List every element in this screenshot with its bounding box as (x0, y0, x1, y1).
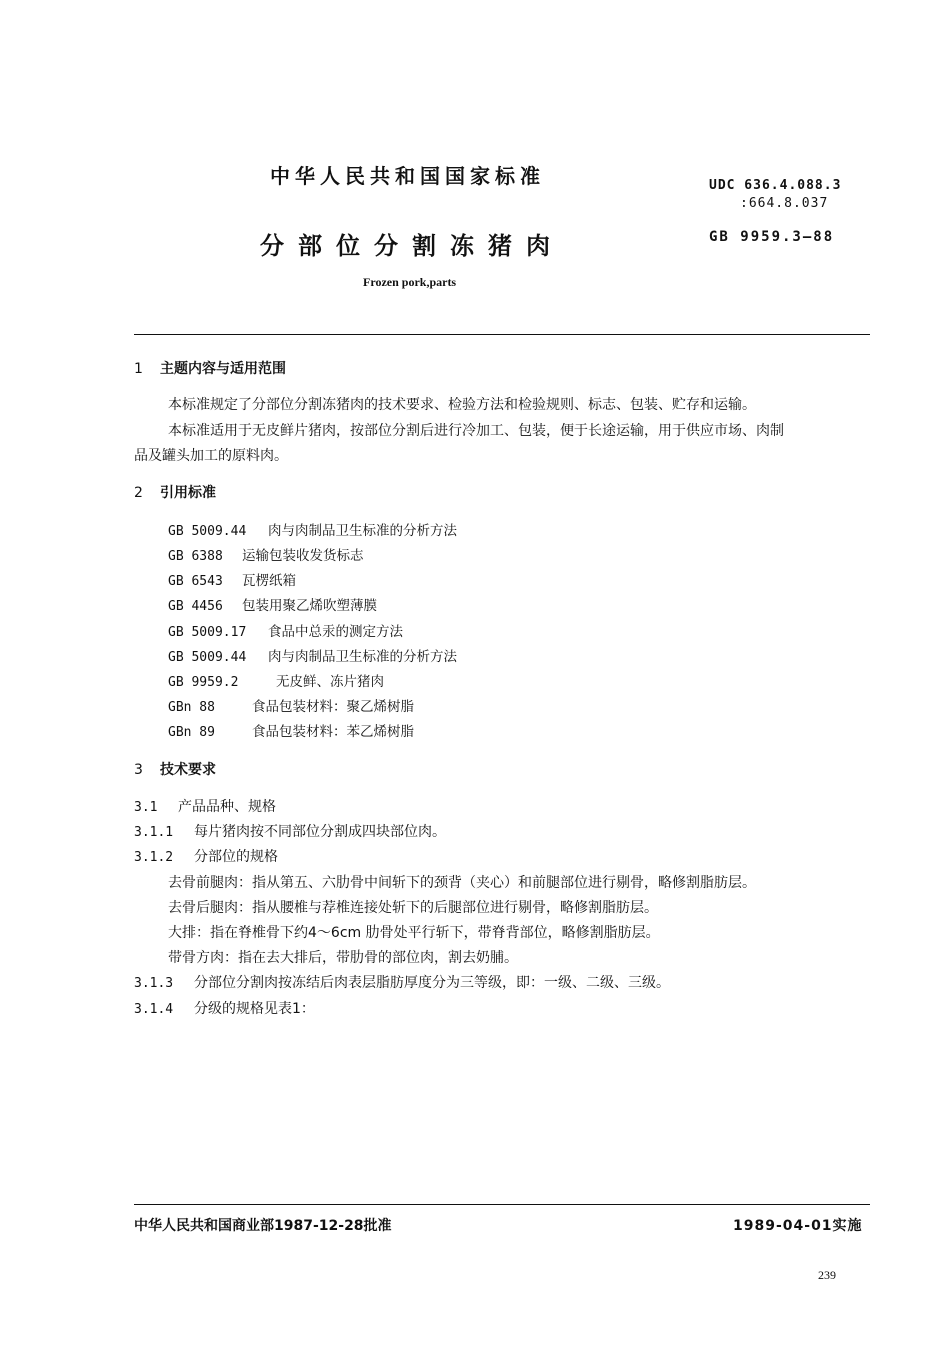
subsection-text: 每片猪肉按不同部位分割成四块部位肉。 (194, 824, 446, 840)
reference-item (168, 519, 457, 539)
implementation-date: 1989-04-01实施 (733, 1218, 863, 1234)
subsection-code: 3.1 (134, 800, 158, 815)
reference-code: GB 6543 (168, 574, 223, 589)
reference-name: 瓦楞纸箱 (242, 573, 296, 589)
section-number: 3 (134, 762, 143, 778)
reference-code: GB 5009.44 (168, 650, 247, 665)
gb-standard-number: GB 9959.3—88 (709, 229, 835, 245)
reference-code: GB 6388 (168, 549, 223, 564)
reference-name: 肉与肉制品卫生标准的分析方法 (268, 523, 457, 539)
reference-code: GBn 88 (168, 700, 215, 715)
reference-code: GB 4456 (168, 599, 223, 614)
subsection-code: 3.1.2 (134, 850, 174, 865)
subsection-text: 产品品种、规格 (178, 799, 276, 815)
subsection-text: 分级的规格见表1： (194, 1001, 315, 1017)
footer-divider (134, 1204, 870, 1205)
cut-spec-item: 去骨前腿肉：指从第五、六肋骨中间斩下的颈背（夹心）和前腿部位进行剔骨，略修割脂肪层。 (168, 875, 756, 891)
document-title: 分部位分割冻猪肉 (260, 232, 564, 260)
reference-item (168, 670, 384, 690)
paragraph: 本标准适用于无皮鲜片猪肉，按部位分割后进行冷加工、包装，便于长途运输，用于供应市场、肉制 (168, 423, 784, 439)
reference-code: GB 5009.44 (168, 524, 247, 539)
reference-code: GBn 89 (168, 725, 215, 740)
subsection-3-1-4 (134, 998, 315, 1018)
paragraph: 本标准规定了分部位分割冻猪肉的技术要求、检验方法和检验规则、标志、包装、贮存和运输。 (168, 397, 756, 413)
subsection-3-1-1 (134, 821, 446, 841)
cut-spec-item: 去骨后腿肉：指从腰椎与荐椎连接处斩下的后腿部位进行剔骨，略修割脂肪层。 (168, 900, 658, 916)
header-divider (134, 334, 870, 335)
subsection-code: 3.1.4 (134, 1002, 174, 1017)
paragraph-continuation: 品及罐头加工的原料肉。 (134, 448, 288, 464)
subsection-3-1-2 (134, 846, 278, 866)
section-number: 1 (134, 361, 143, 377)
subsection-3-1 (134, 796, 276, 816)
udc-code-line2: :664.8.037 (740, 196, 829, 211)
reference-name: 食品包装材料：苯乙烯树脂 (252, 724, 414, 740)
reference-item (168, 544, 364, 564)
subsection-text: 分部位分割肉按冻结后肉表层脂肪厚度分为三等级，即：一级、二级、三级。 (194, 975, 670, 991)
section-3-heading (134, 759, 216, 779)
subsection-code: 3.1.1 (134, 825, 174, 840)
page-number: 239 (818, 1268, 836, 1282)
reference-item (168, 569, 296, 589)
reference-name: 包装用聚乙烯吹塑薄膜 (242, 598, 377, 614)
english-subtitle: Frozen pork,parts (363, 275, 457, 289)
subsection-text: 分部位的规格 (194, 849, 278, 865)
approval-line: 中华人民共和国商业部1987-12-28批准 (134, 1218, 392, 1234)
cut-spec-item: 带骨方肉：指在去大排后，带肋骨的部位肉，割去奶脯。 (168, 950, 518, 966)
cut-spec-item: 大排：指在脊椎骨下约4～6cm 肋骨处平行斩下，带脊背部位，略修割脂肪层。 (168, 925, 660, 941)
section-title: 主题内容与适用范围 (160, 361, 286, 377)
reference-name: 运输包装收发货标志 (242, 548, 364, 564)
reference-item (168, 594, 377, 614)
udc-code-line1: UDC 636.4.088.3 (709, 178, 842, 193)
section-title: 引用标准 (160, 485, 216, 501)
section-title: 技术要求 (160, 762, 216, 778)
section-2-heading (134, 482, 216, 502)
reference-name: 食品中总汞的测定方法 (268, 624, 403, 640)
standard-type-heading: 中华人民共和国国家标准 (270, 164, 545, 188)
reference-item (168, 645, 457, 665)
reference-name: 无皮鲜、冻片猪肉 (276, 674, 384, 690)
subsection-3-1-3 (134, 972, 670, 992)
reference-item (168, 620, 403, 640)
section-number: 2 (134, 485, 143, 501)
subsection-code: 3.1.3 (134, 976, 174, 991)
reference-name: 食品包装材料：聚乙烯树脂 (252, 699, 414, 715)
reference-item (168, 720, 414, 740)
reference-code: GB 9959.2 (168, 675, 239, 690)
reference-item (168, 695, 414, 715)
reference-name: 肉与肉制品卫生标准的分析方法 (268, 649, 457, 665)
section-1-heading (134, 358, 286, 378)
reference-code: GB 5009.17 (168, 625, 247, 640)
